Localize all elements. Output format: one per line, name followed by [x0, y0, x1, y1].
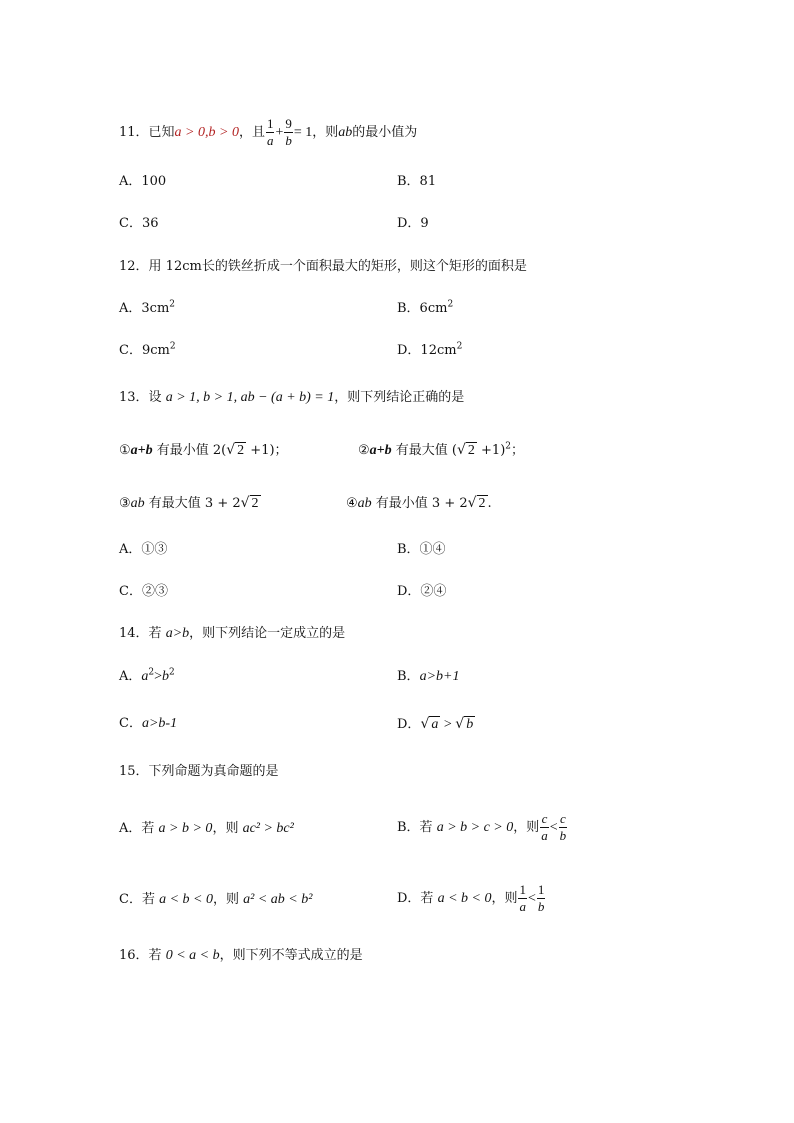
sqrt-symbol: √	[456, 442, 466, 458]
q15d-fraction-1: $\frac{1}{a}$	[519, 882, 526, 914]
q13-statement-4: ④ab 有最小值 3 + 2√ 2 .	[346, 495, 492, 511]
q11-tail: ，则	[312, 125, 339, 140]
q15-option-a: A．若 a > b > 0，则 ac² > bc²	[119, 821, 294, 836]
q12-option-b: B．$6cm^2$	[397, 299, 454, 316]
q15-option-d: D．若 a < b < 0，则 $\frac{1}{a}$ < $\frac{1}{b}$	[397, 882, 545, 914]
q11-fraction-1: $\frac{1}{a}$	[266, 116, 274, 148]
question-16-stem: 16．若 0 < a < b，则下列不等式成立的是	[119, 948, 363, 963]
q11-option-a: A．100	[119, 174, 167, 189]
q11-option-c: C．36	[119, 216, 159, 231]
q15-option-c: C．若 a < b < 0，则 a² < ab < b²	[119, 892, 313, 907]
q15b-fraction-1: $\frac{c}{a}$	[541, 811, 548, 843]
q11-number: 11．已知	[119, 125, 175, 140]
q15d-fraction-2: $\frac{1}{b}$	[537, 882, 545, 914]
q11-condition: a > 0,b > 0	[174, 125, 239, 140]
q13-option-c: C．②③	[119, 584, 168, 599]
q11-option-b: B．81	[397, 174, 437, 189]
q11-equals: = 1	[293, 125, 313, 140]
q12-option-a: A．$3cm^2$	[119, 299, 176, 316]
q11-ab: ab	[338, 125, 353, 140]
q13-condition: a > 1, b > 1, ab − (a + b) = 1	[165, 390, 335, 405]
q11-option-d: D．9	[397, 216, 429, 231]
sqrt-symbol: √	[226, 442, 236, 458]
sqrt-symbol: √	[240, 495, 250, 511]
q14-option-b: B．a>b+1	[397, 669, 460, 684]
q11-fraction-2: $\frac{9}{b}$	[285, 116, 292, 148]
q14-option-a: A．$a^2>b^2$	[119, 667, 175, 684]
q14-option-d: D．√ a > √ b	[397, 716, 474, 732]
q13-option-a: A．①③	[119, 542, 168, 557]
question-13-stem: 13．设 a > 1, b > 1, ab − (a + b) = 1，则下列结论正确的是	[119, 390, 465, 405]
q13-option-b: B．①④	[397, 542, 446, 557]
sqrt-symbol: √	[455, 716, 465, 732]
q13-statement-2: ②a+b 有最大值 (√ 2 +1)$^2$；	[358, 441, 525, 458]
sqrt-symbol: √	[420, 716, 430, 732]
q15-option-b: B．若 a > b > c > 0，则 $\frac{c}{a}$ < $\frac{c}{b}$	[397, 811, 567, 843]
question-15-stem: 15．下列命题为真命题的是	[119, 764, 279, 779]
question-11-stem	[119, 116, 417, 149]
q13-statement-1: ①a+b 有最小值 2(√ 2 +1)；	[119, 442, 288, 458]
q15b-fraction-2: $\frac{c}{b}$	[559, 811, 567, 843]
sqrt-symbol: √	[467, 495, 477, 511]
q12-option-d: D．$12cm^2$	[397, 341, 463, 358]
question-14-stem: 14．若 a>b，则下列结论一定成立的是	[119, 626, 346, 641]
q11-plus: +	[275, 125, 284, 140]
question-12-stem: 12．用 12cm长的铁丝折成一个面积最大的矩形，则这个矩形的面积是	[119, 259, 527, 274]
q11-text: ，且	[238, 125, 265, 140]
q14-option-c: C．a>b-1	[119, 716, 178, 731]
q11-tail-end: 的最小值为	[352, 125, 418, 140]
q13-statement-3: ③ab 有最大值 3 + 2√ 2	[119, 495, 259, 511]
q12-option-c: C．$9cm^2$	[119, 341, 176, 358]
q13-option-d: D．②④	[397, 584, 447, 599]
